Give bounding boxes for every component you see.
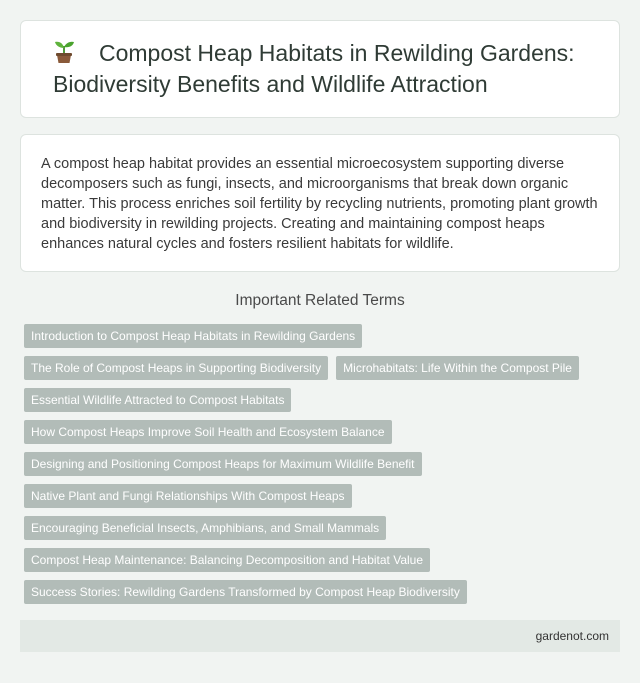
title-card (20, 20, 620, 118)
term-tag[interactable]: Compost Heap Maintenance: Balancing Decomposition and Habitat Value (24, 548, 430, 572)
term-tag[interactable]: Designing and Positioning Compost Heaps for Maximum Wildlife Benefit (24, 452, 422, 476)
footer-site-link[interactable]: gardenot.com (535, 629, 609, 643)
term-tag[interactable]: Encouraging Beneficial Insects, Amphibians, and Small Mammals (24, 516, 386, 540)
term-tag[interactable]: Essential Wildlife Attracted to Compost Habitats (24, 388, 291, 412)
summary-card (20, 134, 620, 272)
page-title (53, 38, 591, 100)
related-terms-heading: Important Related Terms (235, 292, 405, 309)
term-tag[interactable]: Success Stories: Rewilding Gardens Transformed by Compost Heap Biodiversity (24, 580, 467, 604)
term-tag[interactable]: How Compost Heaps Improve Soil Health and Ecosystem Balance (24, 420, 392, 444)
footer (20, 620, 620, 652)
sprout-icon (53, 40, 75, 64)
page-title-text: Compost Heap Habitats in Rewilding Gardens: Biodiversity Benefits and Wildlife Attraction (53, 40, 575, 97)
term-tag[interactable]: The Role of Compost Heaps in Supporting Biodiversity (24, 356, 328, 380)
summary-text: A compost heap habitat provides an essential microecosystem supporting diverse decomposers such as fungi, insects, and microorganisms that break down organic matter. This process enriches soil fertility by recycling nutrients, promoting plant growth and biodiversity in rewilding projects. Creating and maintaining compost heaps enhances natural cycles and fosters resilient habitats for wildlife. (41, 156, 598, 252)
term-tag[interactable]: Native Plant and Fungi Relationships With Compost Heaps (24, 484, 352, 508)
related-terms-list (24, 324, 620, 604)
term-tag[interactable]: Microhabitats: Life Within the Compost Pile (336, 356, 579, 380)
term-tag[interactable]: Introduction to Compost Heap Habitats in Rewilding Gardens (24, 324, 362, 348)
